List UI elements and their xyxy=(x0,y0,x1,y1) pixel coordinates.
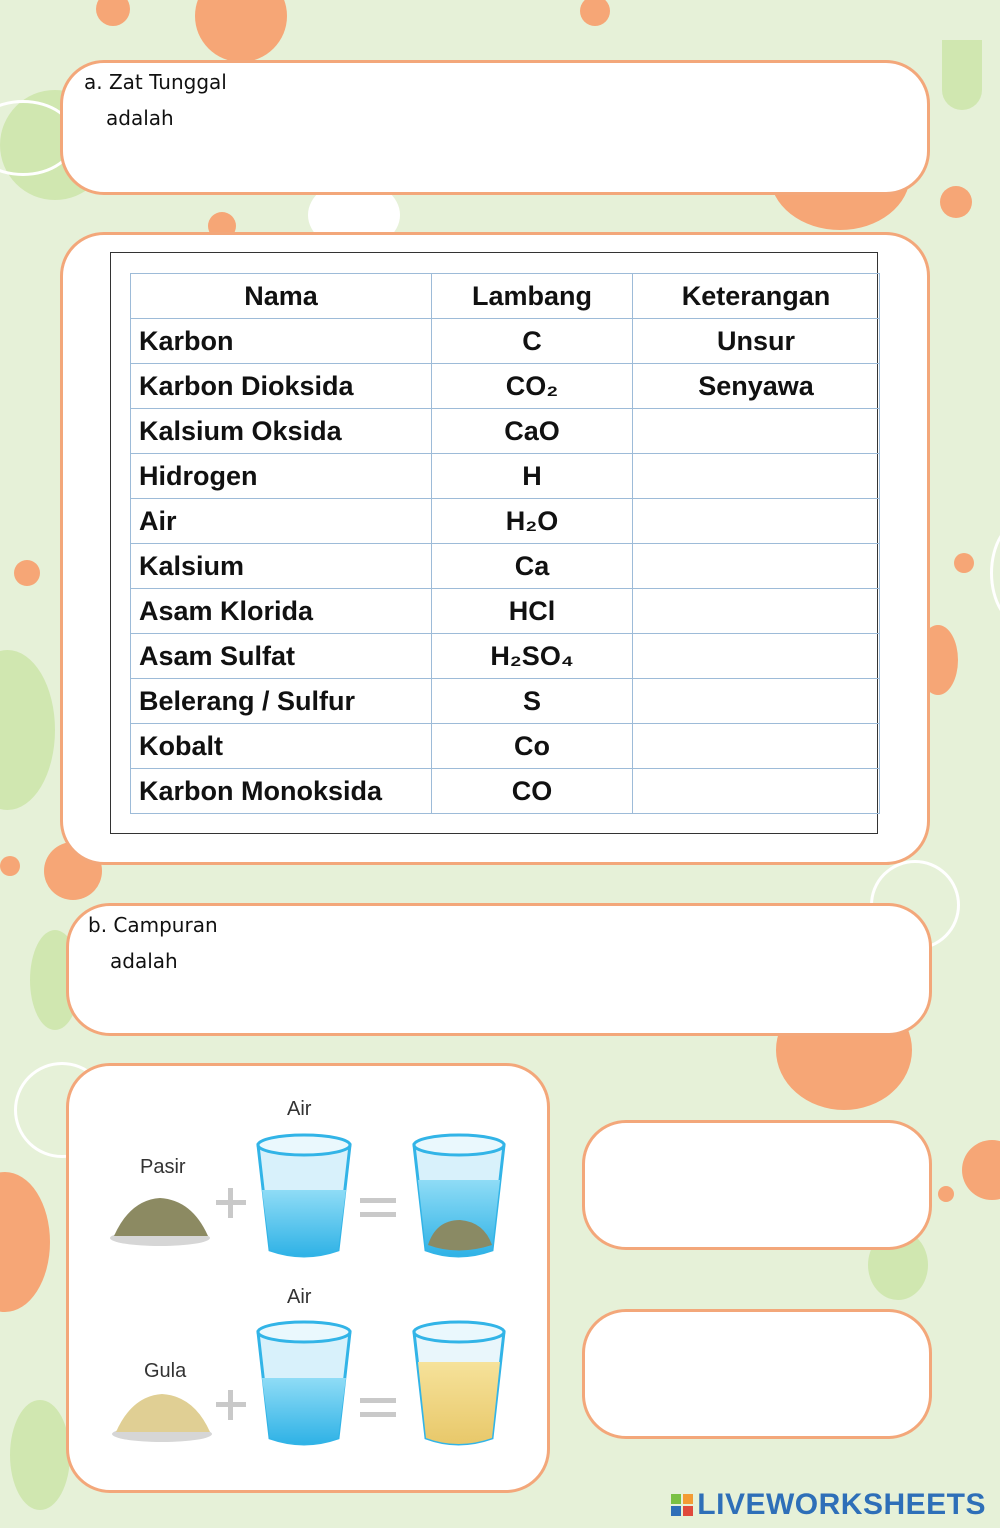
decor-circle xyxy=(10,1400,70,1510)
decor-circle xyxy=(942,40,982,110)
table-row xyxy=(131,454,880,499)
cell-nama: Kobalt xyxy=(131,724,432,769)
decor-circle xyxy=(580,0,610,26)
illustration-card xyxy=(66,1063,550,1493)
section-b-prompt: adalah xyxy=(110,949,178,973)
table-row xyxy=(131,634,880,679)
decor-ring xyxy=(990,520,1000,626)
answer-cell[interactable] xyxy=(633,769,880,814)
cell-lambang: CO xyxy=(432,769,633,814)
decor-circle xyxy=(0,650,55,810)
brand-text: LIVEWORKSHEETS xyxy=(697,1488,986,1521)
label-pasir: Pasir xyxy=(140,1156,186,1178)
decor-circle xyxy=(962,1140,1000,1200)
decor-circle xyxy=(195,0,287,62)
table-row xyxy=(131,544,880,589)
label-gula: Gula xyxy=(144,1360,187,1382)
answer-cell[interactable] xyxy=(633,409,880,454)
table-row xyxy=(131,589,880,634)
header-nama: Nama xyxy=(131,274,432,319)
answer-box-1[interactable] xyxy=(582,1120,932,1250)
table-row xyxy=(131,364,880,409)
cell-nama: Karbon Monoksida xyxy=(131,769,432,814)
cell-nama: Asam Klorida xyxy=(131,589,432,634)
cell-lambang: CaO xyxy=(432,409,633,454)
cell-nama: Belerang / Sulfur xyxy=(131,679,432,724)
decor-circle xyxy=(96,0,130,26)
cell-nama: Kalsium xyxy=(131,544,432,589)
cell-nama: Kalsium Oksida xyxy=(131,409,432,454)
answer-cell[interactable] xyxy=(633,634,880,679)
cell-nama: Air xyxy=(131,499,432,544)
cell-lambang: H xyxy=(432,454,633,499)
decor-circle xyxy=(14,560,40,586)
section-a-title: a. Zat Tunggal xyxy=(84,70,227,94)
decor-circle xyxy=(940,186,972,218)
header-keterangan: Keterangan xyxy=(633,274,880,319)
label-air-1: Air xyxy=(287,1098,312,1120)
header-lambang: Lambang xyxy=(432,274,633,319)
cell-lambang: Co xyxy=(432,724,633,769)
table-row xyxy=(131,724,880,769)
cell-lambang: S xyxy=(432,679,633,724)
answer-cell[interactable] xyxy=(633,454,880,499)
answer-cell[interactable] xyxy=(633,589,880,634)
table-row xyxy=(131,319,880,364)
answer-cell[interactable] xyxy=(633,724,880,769)
cell-lambang: HCl xyxy=(432,589,633,634)
table-header-row xyxy=(131,274,880,319)
elements-table xyxy=(130,273,880,814)
cell-lambang: C xyxy=(432,319,633,364)
section-a-prompt: adalah xyxy=(106,106,174,130)
cell-nama: Asam Sulfat xyxy=(131,634,432,679)
decor-circle xyxy=(954,553,974,573)
label-air-2: Air xyxy=(287,1286,312,1308)
cell-lambang: CO₂ xyxy=(432,364,633,409)
cell-keterangan: Unsur xyxy=(633,319,880,364)
cell-lambang: H₂O xyxy=(432,499,633,544)
table-row xyxy=(131,679,880,724)
brand-icon xyxy=(671,1494,693,1516)
table-row xyxy=(131,499,880,544)
cell-lambang: H₂SO₄ xyxy=(432,634,633,679)
cell-keterangan: Senyawa xyxy=(633,364,880,409)
decor-circle xyxy=(938,1186,954,1202)
table-row xyxy=(131,769,880,814)
answer-cell[interactable] xyxy=(633,544,880,589)
table-row xyxy=(131,409,880,454)
answer-cell[interactable] xyxy=(633,499,880,544)
cell-nama: Hidrogen xyxy=(131,454,432,499)
cell-nama: Karbon xyxy=(131,319,432,364)
brand-logo xyxy=(671,1488,986,1522)
cell-lambang: Ca xyxy=(432,544,633,589)
decor-circle xyxy=(0,1172,50,1312)
cell-nama: Karbon Dioksida xyxy=(131,364,432,409)
decor-circle xyxy=(0,856,20,876)
section-b-title: b. Campuran xyxy=(88,913,218,937)
answer-cell[interactable] xyxy=(633,679,880,724)
answer-box-2[interactable] xyxy=(582,1309,932,1439)
